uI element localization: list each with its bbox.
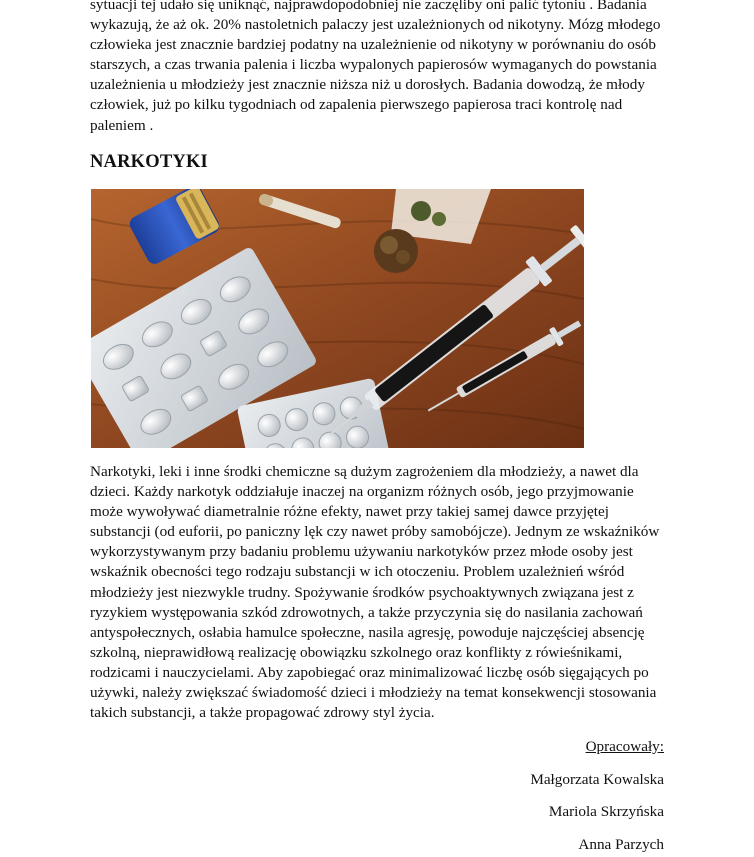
text-line: substancji (od euforii, po paniczny lęk czy nawet próby samobójcze). Jednym ze wskaźników [90, 523, 660, 541]
author-name: Mariola Skrzyńska [548, 803, 664, 820]
text-line: człowiek, już po kilku tygodniach od zapalenia pierwszego papierosa traci kontrolę nad [90, 96, 623, 114]
text-line: wskaźnik obecności tego rodzaju substancji w ich otoczeniu. Problem uzależnień wśród [90, 563, 625, 581]
text-line: dzieci. Każdy narkotyk oddziałuje inaczej na organizm różnych osób, jego przyjmowanie [90, 483, 634, 501]
text-line: wykazują, że aż ok. 20% nastoletnich palaczy jest uzależnionych od nikotyny. Mózg młodego [90, 16, 661, 34]
text-line: może wywoływać diametralnie różne efekty, nawet przy takiej samej dawce przyjętej [90, 503, 609, 521]
signature-title: Opracowały: [585, 738, 664, 755]
author-name: Małgorzata Kowalska [530, 771, 664, 788]
section-heading: NARKOTYKI [90, 152, 208, 172]
text-line: antyspołecznych, osłabia hamulce społeczne, nasila agresję, powoduje najczęściej absencję [90, 623, 645, 641]
text-line: wykorzystywanym przy badaniu problemu używaniu narkotyków przez młode osoby jest [90, 543, 633, 561]
text-line: rodzicami i nauczycielami. Aby zapobiegać oraz minimalizować liczbę osób sięgających po [90, 663, 649, 681]
text-line: człowieka jest znacznie bardziej podatny na uzależnienie od nikotyny w porównaniu do osób [90, 36, 656, 54]
body-paragraph [90, 462, 670, 723]
text-line: starszych, a czas trwania palenia i liczba wypalonych papierosów wymaganych do powstania [90, 56, 657, 74]
author-name: Anna Parzych [578, 836, 664, 853]
text-line: Narkotyki, leki i inne środki chemiczne są dużym zagrożeniem dla młodzieży, a nawet dla [90, 463, 639, 480]
text-line: sytuacji tej udało się uniknąć, najprawdopodobniej nie zaczęliby oni palić tytoniu . Badania [90, 0, 647, 13]
text-line: używki, należy zwiększać świadomość dzieci i młodzieży na temat konsekwencji stosowania [90, 684, 657, 702]
intro-paragraph [90, 0, 670, 136]
text-line: uzależnienia u młodzieży jest znacznie niższa niż u dorosłych. Badania dowodzą, że młody [90, 76, 645, 94]
drugs-photo [91, 189, 584, 448]
text-line: ryzykiem występowania szkód zdrowotnych, a także przyczynia się do nasilania zachowań [90, 603, 643, 621]
text-line: młodzieży jest niezwykle trudny. Spożywanie środków psychoaktywnych związana jest z [90, 583, 634, 601]
text-line: paleniem . [90, 116, 154, 134]
text-line: szkolną, nieprawidłową realizację obowiązku szkolnego oraz konflikty z rówieśnikami, [90, 643, 623, 661]
text-line: takich substancji, a także propagować zdrowy styl życia. [90, 704, 435, 722]
